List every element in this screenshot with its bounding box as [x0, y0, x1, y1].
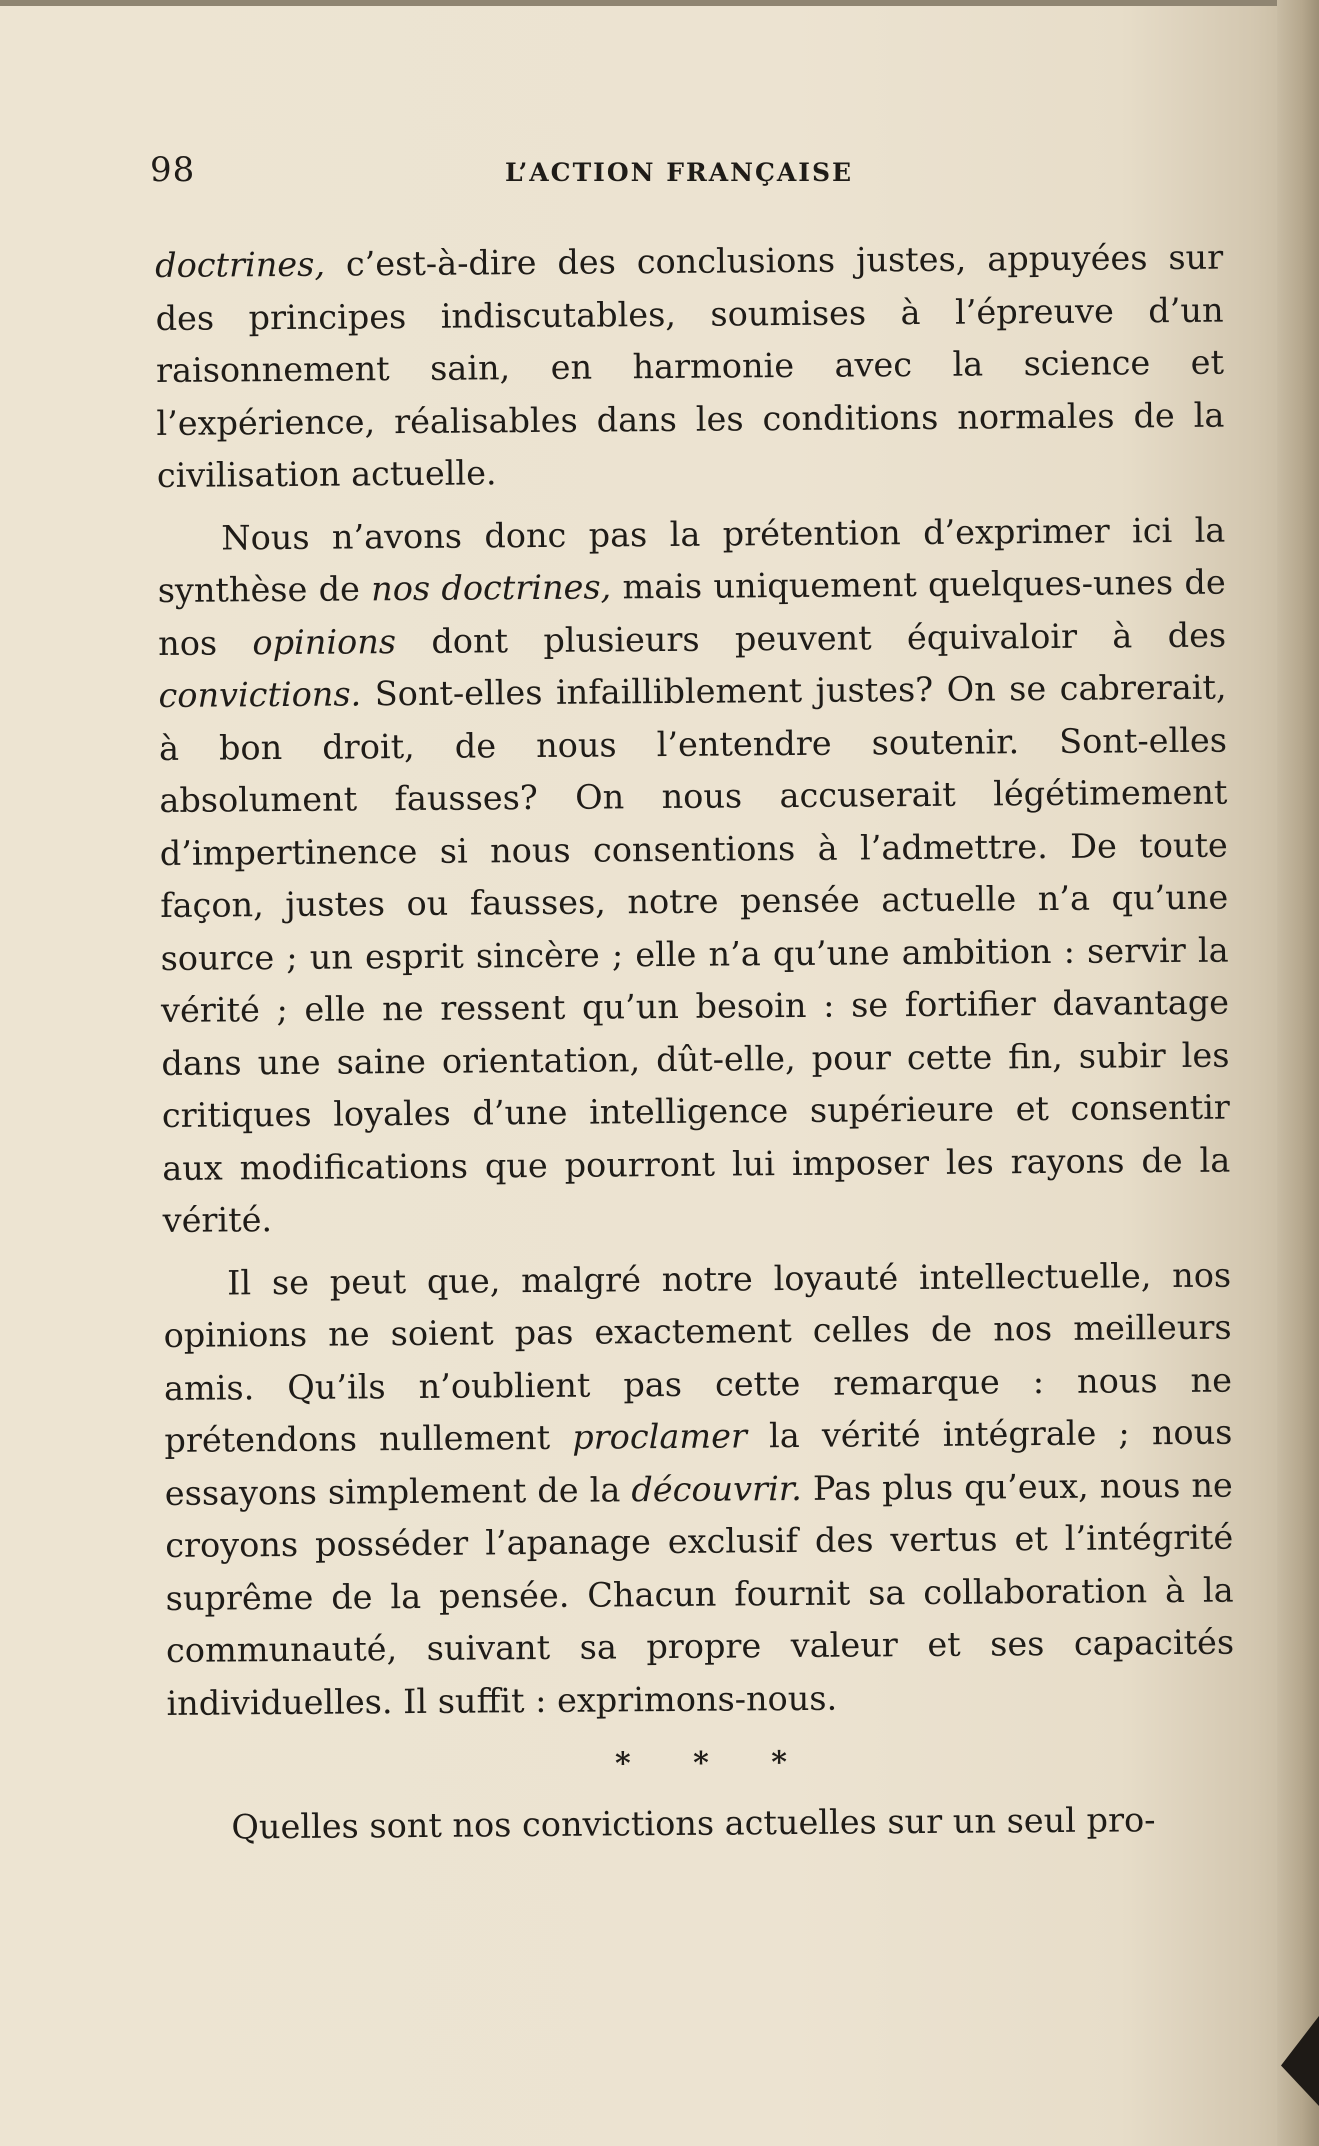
- text-segment: Il se peut que, malgré notre loyauté intellectuelle, nos opinions ne soient pas exactement celles de nos meilleurs amis. Qu’ils n’oublient pas cette remarque : nous ne prétendons nullement: [163, 1255, 1233, 1460]
- text-segment: Nous n’avons donc pas la prétention d’exprimer ici la synthèse de: [157, 510, 1226, 610]
- text-segment: la vérité intégrale ; nous essayons simplement de la: [164, 1412, 1233, 1513]
- text-segment: mais uniquement quelques-unes de nos: [158, 562, 1226, 663]
- body-text: [155, 232, 1236, 1855]
- page-top-edge: [0, 0, 1319, 6]
- running-title: L’ACTION FRANÇAISE: [505, 158, 854, 187]
- page-spine-shadow: [1277, 0, 1319, 2146]
- text-segment: doctrines,: [155, 244, 326, 285]
- text-segment: découvrir.: [631, 1468, 802, 1509]
- text-segment: dont plusieurs peuvent équivaloir à des: [395, 615, 1227, 661]
- section-separator: * * *: [614, 1745, 788, 1782]
- paragraph-1: [155, 232, 1225, 503]
- text-segment: convictions.: [158, 674, 362, 715]
- text-segment: nos doctrines,: [371, 567, 612, 609]
- text-segment: proclamer: [572, 1416, 748, 1457]
- text-segment: c’est-à-dire des conclusions justes, appuyées sur des principes indiscutables, soumises à l’épreuve d’un raisonnement sain, en harmonie avec la science et l’expérience, réalisables dans les conditions normales de la civilisation actuelle.: [155, 237, 1225, 495]
- paragraph-2: [157, 504, 1231, 1247]
- text-segment: Sont-elles infailliblement justes? On se cabrerait, à bon droit, de nous l’entendre soutenir. Sont-elles absolument fausses? On nous accuserait légétimement d’impertinence si nous consentions à l’admettre. De toute façon, justes ou fausses, notre pensée actuelle n’a qu’une source ; un esprit sincère ; elle n’a qu’une ambition : servir la vérité ; elle ne ressent qu’un besoin : se fortifier davantage dans une saine orientation, dût-elle, pour cette fin, subir les critiques loyales d’une intelligence supérieure et consentir aux modifications que pourront lui imposer les rayons de la vérité.: [158, 667, 1231, 1240]
- page-number: 98: [150, 150, 196, 190]
- paragraph-4: Quelles sont nos convictions actuelles sur un seul pro-: [231, 1800, 1156, 1847]
- text-segment: opinions: [252, 621, 397, 662]
- paragraph-3: [163, 1249, 1235, 1730]
- text-segment: Pas plus qu’eux, nous ne croyons posséder l’apanage exclusif des vertus et l’intégrité suprême de la pensée. Chacun fournit sa collaboration à la communauté, suivant sa propre valeur et ses capacités individuelles. Il suffit : exprimons-nous.: [165, 1465, 1235, 1723]
- page-header: [150, 150, 1220, 194]
